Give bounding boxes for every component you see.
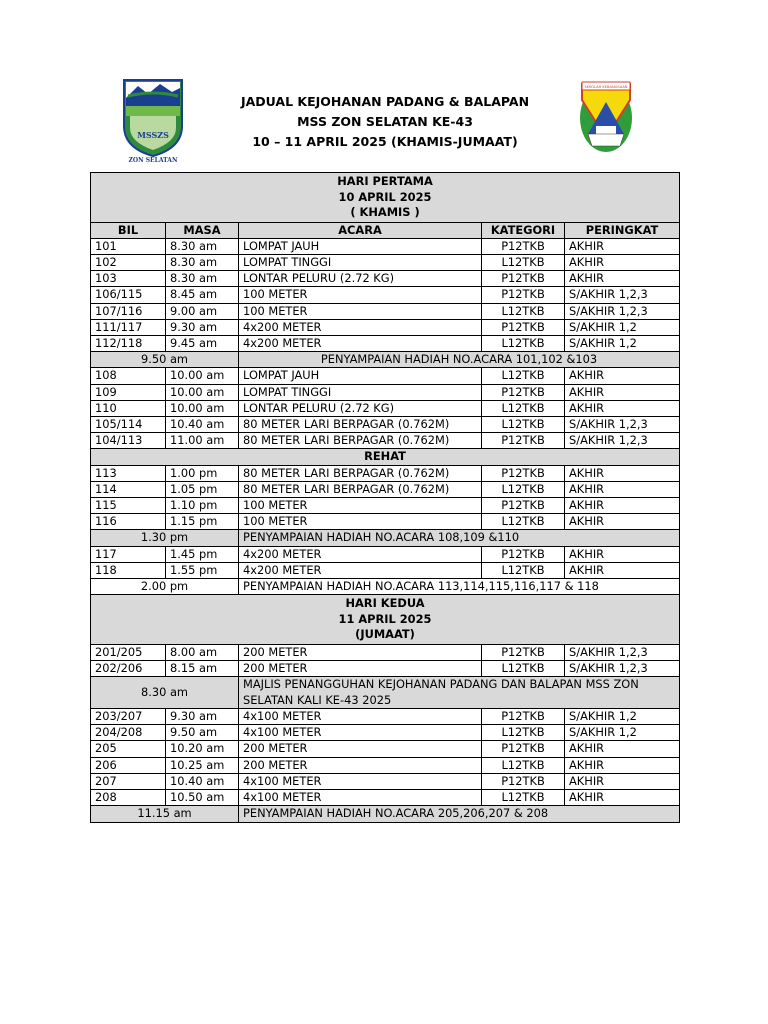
- event-name: LOMPAT TINGGI: [239, 384, 482, 400]
- event-time: 9.30 am: [166, 709, 239, 725]
- msszs-logo: [118, 76, 198, 168]
- event-time: 1.15 pm: [166, 514, 239, 530]
- event-stage: S/AKHIR 1,2,3: [565, 660, 680, 676]
- rehat-row: [91, 449, 680, 465]
- event-category: P12TKB: [482, 497, 565, 513]
- day2-header-weekday: (JUMAAT): [355, 627, 415, 642]
- event-number: 203/207: [91, 709, 166, 725]
- event-stage: AKHIR: [565, 514, 680, 530]
- table-row: [91, 319, 680, 335]
- event-time: 8.15 am: [166, 660, 239, 676]
- event-name: 200 METER: [239, 644, 482, 660]
- event-category: L12TKB: [482, 725, 565, 741]
- table-row: [91, 368, 680, 384]
- col-peringkat: PERINGKAT: [565, 222, 680, 238]
- event-time: 10.40 am: [166, 416, 239, 432]
- event-name: 80 METER LARI BERPAGAR (0.762M): [239, 433, 482, 449]
- event-category: P12TKB: [482, 287, 565, 303]
- event-category: L12TKB: [482, 757, 565, 773]
- event-stage: S/AKHIR 1,2,3: [565, 416, 680, 432]
- schedule-body: [91, 173, 680, 823]
- col-acara: ACARA: [239, 222, 482, 238]
- table-row: [91, 481, 680, 497]
- day1-date: 10 APRIL 2025: [338, 189, 432, 204]
- event-category: P12TKB: [482, 238, 565, 254]
- table-row: [91, 271, 680, 287]
- table-row: [91, 303, 680, 319]
- event-number: 102: [91, 254, 166, 270]
- event-stage: AKHIR: [565, 465, 680, 481]
- event-time: 10.00 am: [166, 368, 239, 384]
- announcement-time: 1.30 pm: [91, 530, 239, 546]
- event-number: 204/208: [91, 725, 166, 741]
- table-row: [91, 465, 680, 481]
- event-category: L12TKB: [482, 660, 565, 676]
- event-name: LONTAR PELURU (2.72 KG): [239, 400, 482, 416]
- event-category: P12TKB: [482, 709, 565, 725]
- event-name: 4x200 METER: [239, 546, 482, 562]
- event-number: 101: [91, 238, 166, 254]
- zon-selatan-caption: ZON SELATAN: [128, 157, 178, 164]
- event-category: P12TKB: [482, 384, 565, 400]
- day2-header-date: 11 APRIL 2025: [338, 611, 432, 626]
- announcement-row: [91, 530, 680, 546]
- event-number: 114: [91, 481, 166, 497]
- event-stage: AKHIR: [565, 546, 680, 562]
- event-stage: AKHIR: [565, 757, 680, 773]
- event-time: 10.25 am: [166, 757, 239, 773]
- event-time: 1.55 pm: [166, 562, 239, 578]
- crest-banner-text: SEKOLAH KEBANGSAAN: [584, 85, 628, 89]
- event-time: 9.45 am: [166, 335, 239, 351]
- event-name: 80 METER LARI BERPAGAR (0.762M): [239, 416, 482, 432]
- day1-weekday: ( KHAMIS ): [350, 205, 420, 219]
- table-row: [91, 254, 680, 270]
- event-stage: AKHIR: [565, 481, 680, 497]
- announcement-time: 11.15 am: [91, 806, 239, 822]
- event-name: 200 METER: [239, 741, 482, 757]
- event-stage: S/AKHIR 1,2: [565, 709, 680, 725]
- event-number: 116: [91, 514, 166, 530]
- event-time: 8.30 am: [166, 238, 239, 254]
- schedule-table: [90, 172, 680, 823]
- rehat-row-label: REHAT: [91, 449, 680, 465]
- title-line-3: 10 – 11 APRIL 2025 (KHAMIS-JUMAAT): [252, 134, 518, 149]
- event-category: P12TKB: [482, 644, 565, 660]
- announcement-time: 2.00 pm: [91, 578, 239, 594]
- table-row: [91, 644, 680, 660]
- event-time: 10.00 am: [166, 400, 239, 416]
- event-number: 107/116: [91, 303, 166, 319]
- event-name: 80 METER LARI BERPAGAR (0.762M): [239, 481, 482, 497]
- announcement-text: PENYAMPAIAN HADIAH NO.ACARA 205,206,207 & 208: [239, 806, 680, 822]
- event-number: 105/114: [91, 416, 166, 432]
- event-time: 9.50 am: [166, 725, 239, 741]
- event-time: 9.00 am: [166, 303, 239, 319]
- event-name: 200 METER: [239, 660, 482, 676]
- event-name: 4x100 METER: [239, 790, 482, 806]
- day2-header: [91, 595, 680, 645]
- table-row: [91, 384, 680, 400]
- event-number: 106/115: [91, 287, 166, 303]
- table-row: [91, 562, 680, 578]
- announcement-row: [91, 806, 680, 822]
- table-row: [91, 725, 680, 741]
- event-time: 8.30 am: [166, 254, 239, 270]
- event-stage: S/AKHIR 1,2: [565, 335, 680, 351]
- event-category: P12TKB: [482, 546, 565, 562]
- event-stage: AKHIR: [565, 384, 680, 400]
- event-stage: AKHIR: [565, 790, 680, 806]
- announcement-time: 8.30 am: [91, 677, 239, 709]
- event-number: 108: [91, 368, 166, 384]
- event-category: L12TKB: [482, 254, 565, 270]
- event-name: 4x100 METER: [239, 709, 482, 725]
- title-line-1: JADUAL KEJOHANAN PADANG & BALAPAN: [240, 94, 530, 109]
- table-row: [91, 757, 680, 773]
- table-row: [91, 790, 680, 806]
- day2-header-cell: [91, 595, 680, 645]
- title-line-2: MSS ZON SELATAN KE-43: [297, 114, 473, 129]
- event-stage: AKHIR: [565, 238, 680, 254]
- event-number: 206: [91, 757, 166, 773]
- col-bil: BIL: [91, 222, 166, 238]
- column-header-row: [91, 222, 680, 238]
- event-category: L12TKB: [482, 514, 565, 530]
- announcement-time: 9.50 am: [91, 352, 239, 368]
- event-stage: AKHIR: [565, 271, 680, 287]
- event-stage: S/AKHIR 1,2,3: [565, 303, 680, 319]
- col-masa: MASA: [166, 222, 239, 238]
- event-number: 112/118: [91, 335, 166, 351]
- announcement-text: PENYAMPAIAN HADIAH NO.ACARA 108,109 &110: [239, 530, 680, 546]
- event-time: 8.30 am: [166, 271, 239, 287]
- announcement-text: PENYAMPAIAN HADIAH NO.ACARA 101,102 &103: [239, 352, 680, 368]
- event-number: 207: [91, 773, 166, 789]
- event-time: 1.00 pm: [166, 465, 239, 481]
- event-time: 1.45 pm: [166, 546, 239, 562]
- event-name: 4x100 METER: [239, 725, 482, 741]
- event-number: 109: [91, 384, 166, 400]
- event-time: 8.00 am: [166, 644, 239, 660]
- event-stage: S/AKHIR 1,2: [565, 319, 680, 335]
- table-row: [91, 238, 680, 254]
- announcement-row: [91, 352, 680, 368]
- event-time: 10.00 am: [166, 384, 239, 400]
- event-stage: S/AKHIR 1,2: [565, 725, 680, 741]
- event-name: LONTAR PELURU (2.72 KG): [239, 271, 482, 287]
- event-stage: AKHIR: [565, 254, 680, 270]
- event-number: 208: [91, 790, 166, 806]
- announcement-text: MAJLIS PENANGGUHAN KEJOHANAN PADANG DAN BALAPAN MSS ZON SELATAN KALI KE-43 2025: [239, 677, 680, 709]
- event-number: 202/206: [91, 660, 166, 676]
- event-name: LOMPAT JAUH: [239, 238, 482, 254]
- event-category: P12TKB: [482, 773, 565, 789]
- event-category: L12TKB: [482, 335, 565, 351]
- table-row: [91, 514, 680, 530]
- school-crest-logo: [576, 76, 642, 160]
- event-category: L12TKB: [482, 481, 565, 497]
- event-name: 100 METER: [239, 497, 482, 513]
- event-name: 100 METER: [239, 514, 482, 530]
- event-name: LOMPAT JAUH: [239, 368, 482, 384]
- msszs-logo-text: MSSZS: [137, 130, 169, 140]
- event-category: P12TKB: [482, 319, 565, 335]
- table-row: [91, 546, 680, 562]
- event-category: P12TKB: [482, 271, 565, 287]
- event-time: 10.40 am: [166, 773, 239, 789]
- announcement-text: PENYAMPAIAN HADIAH NO.ACARA 113,114,115,116,117 & 118: [239, 578, 680, 594]
- event-category: L12TKB: [482, 416, 565, 432]
- day1-label: HARI PERTAMA: [337, 174, 433, 188]
- event-name: LOMPAT TINGGI: [239, 254, 482, 270]
- event-name: 4x100 METER: [239, 773, 482, 789]
- table-row: [91, 335, 680, 351]
- event-time: 10.50 am: [166, 790, 239, 806]
- event-name: 4x200 METER: [239, 335, 482, 351]
- col-kategori: KATEGORI: [482, 222, 565, 238]
- table-row: [91, 416, 680, 432]
- table-row: [91, 400, 680, 416]
- day1-header: [91, 173, 680, 223]
- event-category: L12TKB: [482, 790, 565, 806]
- event-number: 201/205: [91, 644, 166, 660]
- event-number: 104/113: [91, 433, 166, 449]
- event-stage: AKHIR: [565, 773, 680, 789]
- table-row: [91, 660, 680, 676]
- event-category: L12TKB: [482, 400, 565, 416]
- event-number: 110: [91, 400, 166, 416]
- event-number: 103: [91, 271, 166, 287]
- event-number: 118: [91, 562, 166, 578]
- event-name: 4x200 METER: [239, 319, 482, 335]
- event-stage: S/AKHIR 1,2,3: [565, 644, 680, 660]
- event-number: 115: [91, 497, 166, 513]
- event-stage: AKHIR: [565, 562, 680, 578]
- day2-header-label: HARI KEDUA: [345, 596, 425, 611]
- event-stage: AKHIR: [565, 741, 680, 757]
- event-name: 4x200 METER: [239, 562, 482, 578]
- event-number: 113: [91, 465, 166, 481]
- event-stage: AKHIR: [565, 368, 680, 384]
- event-stage: S/AKHIR 1,2,3: [565, 433, 680, 449]
- event-number: 111/117: [91, 319, 166, 335]
- table-row: [91, 497, 680, 513]
- event-stage: AKHIR: [565, 497, 680, 513]
- event-name: 100 METER: [239, 287, 482, 303]
- table-row: [91, 709, 680, 725]
- event-category: P12TKB: [482, 741, 565, 757]
- event-time: 10.20 am: [166, 741, 239, 757]
- event-stage: AKHIR: [565, 400, 680, 416]
- event-category: L12TKB: [482, 303, 565, 319]
- event-category: P12TKB: [482, 433, 565, 449]
- event-time: 9.30 am: [166, 319, 239, 335]
- event-number: 117: [91, 546, 166, 562]
- table-row: [91, 287, 680, 303]
- announcement-row: [91, 578, 680, 594]
- document-header: [0, 0, 768, 172]
- table-row: [91, 433, 680, 449]
- event-category: L12TKB: [482, 368, 565, 384]
- announcement-row: [91, 677, 680, 709]
- document-title: [200, 92, 570, 152]
- event-time: 1.10 pm: [166, 497, 239, 513]
- event-stage: S/AKHIR 1,2,3: [565, 287, 680, 303]
- event-number: 205: [91, 741, 166, 757]
- event-name: 80 METER LARI BERPAGAR (0.762M): [239, 465, 482, 481]
- table-row: [91, 773, 680, 789]
- event-category: L12TKB: [482, 562, 565, 578]
- event-name: 200 METER: [239, 757, 482, 773]
- event-time: 8.45 am: [166, 287, 239, 303]
- event-time: 11.00 am: [166, 433, 239, 449]
- event-name: 100 METER: [239, 303, 482, 319]
- event-time: 1.05 pm: [166, 481, 239, 497]
- table-row: [91, 741, 680, 757]
- event-category: P12TKB: [482, 465, 565, 481]
